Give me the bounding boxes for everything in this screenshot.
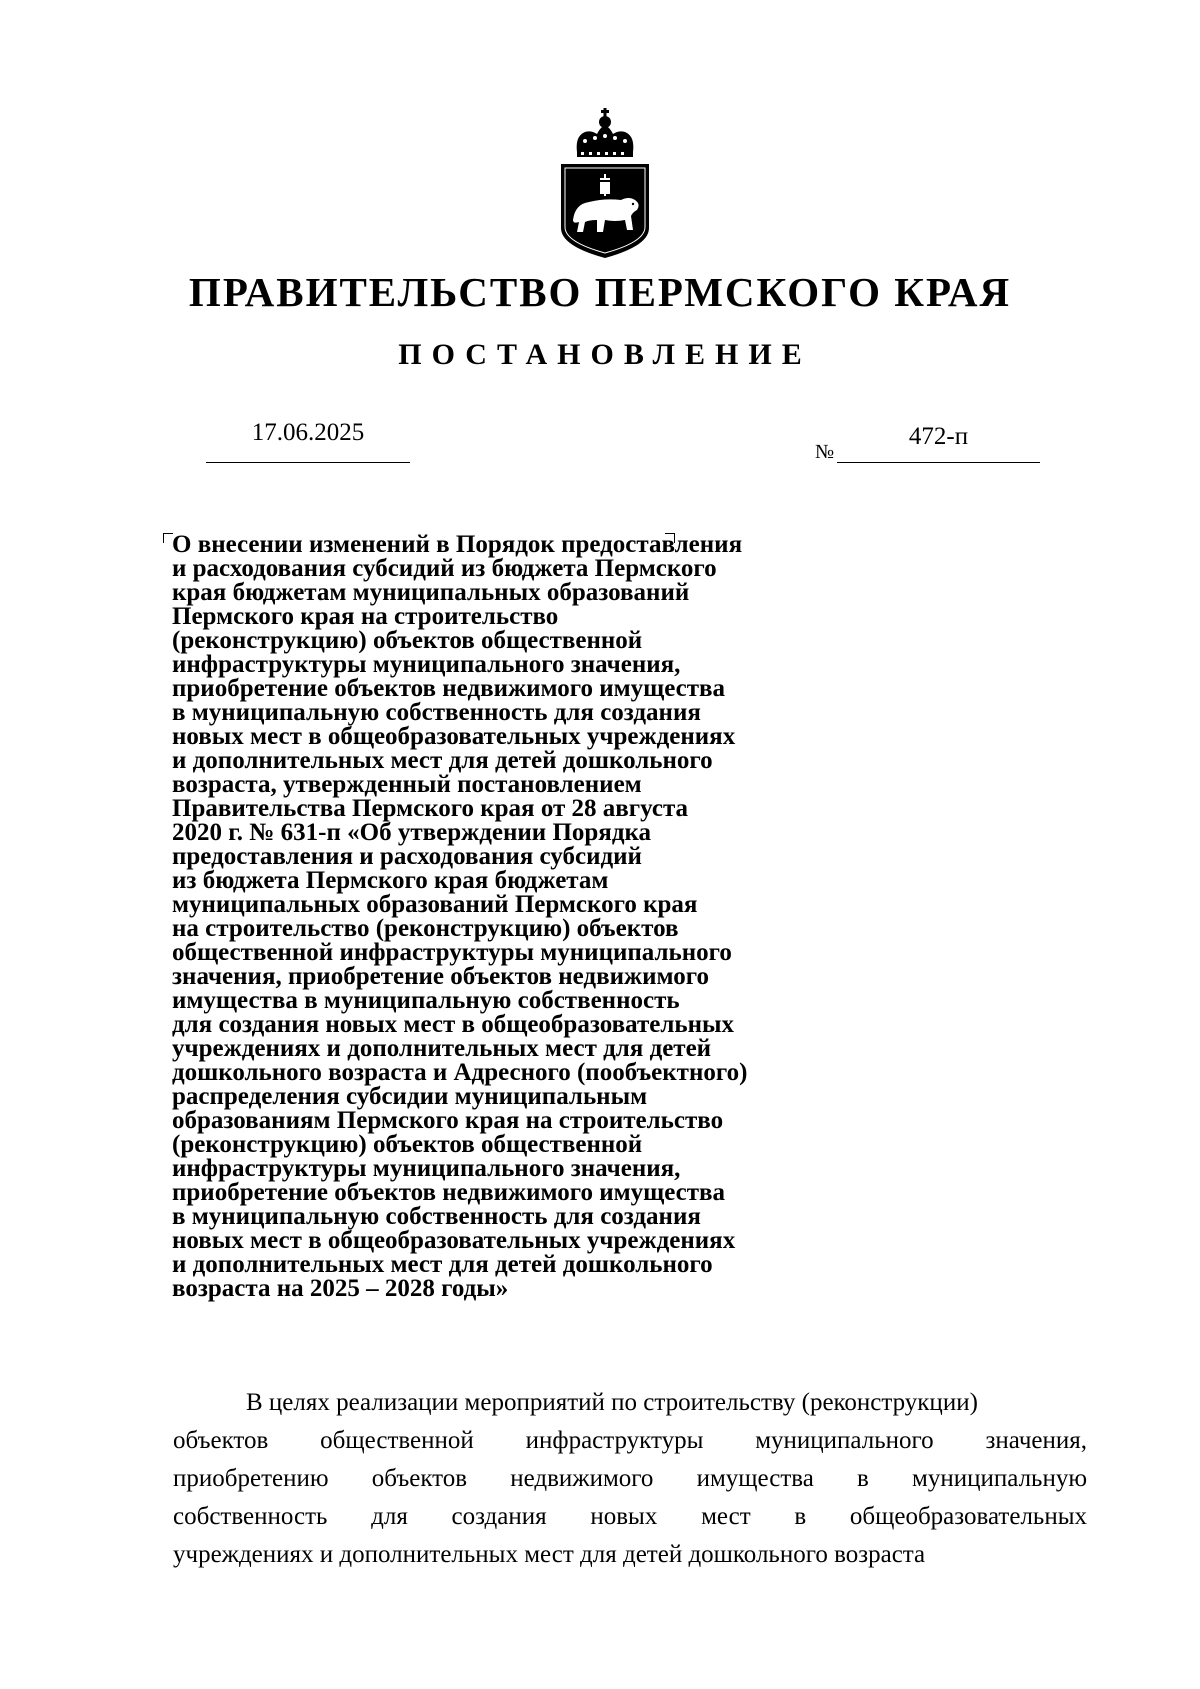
subject-line: возраста, утвержденный постановлением: [172, 771, 642, 798]
subject-line: (реконструкцию) объектов общественной: [172, 1131, 643, 1158]
subject-line: Пермского края на строительство: [172, 603, 559, 630]
subject-line: в муниципальную собственность для создания: [172, 1203, 701, 1230]
subject-line: дошкольного возраста и Адресного (пообъектного): [172, 1059, 748, 1086]
subject-line: инфраструктуры муниципального значения,: [172, 651, 681, 678]
subject-line: распределения субсидии муниципальным: [172, 1083, 648, 1110]
subject-line: О внесении изменений в Порядок предоставления: [172, 531, 743, 558]
body-line: собственность для создания новых мест в общеобразовательных: [173, 1503, 1087, 1530]
subject-line: учреждениях и дополнительных мест для детей: [172, 1035, 712, 1062]
subject-line: (реконструкцию) объектов общественной: [172, 627, 643, 654]
document-type-title: ПОСТАНОВЛЕНИЕ: [398, 338, 812, 371]
subject-line: в муниципальную собственность для создания: [172, 699, 701, 726]
subject-line: 2020 г. № 631-п «Об утверждении Порядка: [172, 819, 651, 846]
subject-line: края бюджетам муниципальных образований: [172, 579, 690, 606]
document-number-field: [837, 424, 1040, 463]
body-line: приобретению объектов недвижимого имущества в муниципальную: [173, 1465, 1087, 1492]
subject-line: новых мест в общеобразовательных учреждениях: [172, 1227, 736, 1254]
document-date-field: [206, 420, 410, 463]
subject-line: на строительство (реконструкцию) объектов: [172, 915, 679, 942]
subject-line: и дополнительных мест для детей дошкольного: [172, 1251, 713, 1278]
document-date: 17.06.2025: [251, 419, 365, 446]
subject-line: приобретение объектов недвижимого имущества: [172, 675, 726, 702]
body-line: В целях реализации мероприятий по строительству (реконструкции): [246, 1389, 978, 1416]
subject-line: образованиям Пермского края на строительство: [172, 1107, 724, 1134]
government-title: ПРАВИТЕЛЬСТВО ПЕРМСКОГО КРАЯ: [188, 269, 1012, 315]
subject-line: Правительства Пермского края от 28 августа: [172, 795, 689, 822]
body-line: учреждениях и дополнительных мест для детей дошкольного возраста: [173, 1541, 926, 1568]
subject-line: значения, приобретение объектов недвижимого: [172, 963, 709, 990]
subject-line: и дополнительных мест для детей дошкольного: [172, 747, 713, 774]
subject-line: приобретение объектов недвижимого имущества: [172, 1179, 726, 1206]
subject-line: возраста на 2025 – 2028 годы»: [172, 1275, 509, 1302]
subject-line: из бюджета Пермского края бюджетам: [172, 867, 609, 894]
subject-line: инфраструктуры муниципального значения,: [172, 1155, 681, 1182]
body-line: объектов общественной инфраструктуры муниципального значения,: [173, 1427, 1087, 1454]
subject-line: для создания новых мест в общеобразовательных: [172, 1011, 735, 1038]
document-number: 472-п: [908, 423, 969, 450]
subject-line: предоставления и расходования субсидий: [172, 843, 642, 870]
subject-line: общественной инфраструктуры муниципального: [172, 939, 732, 966]
number-sign: №: [815, 441, 835, 463]
perm-krai-coat-of-arms-icon: [555, 108, 655, 260]
subject-line: муниципальных образований Пермского края: [172, 891, 698, 918]
subject-line: и расходования субсидий из бюджета Пермского: [172, 555, 717, 582]
subject-line: новых мест в общеобразовательных учреждениях: [172, 723, 736, 750]
subject-line: имущества в муниципальную собственность: [172, 987, 680, 1014]
